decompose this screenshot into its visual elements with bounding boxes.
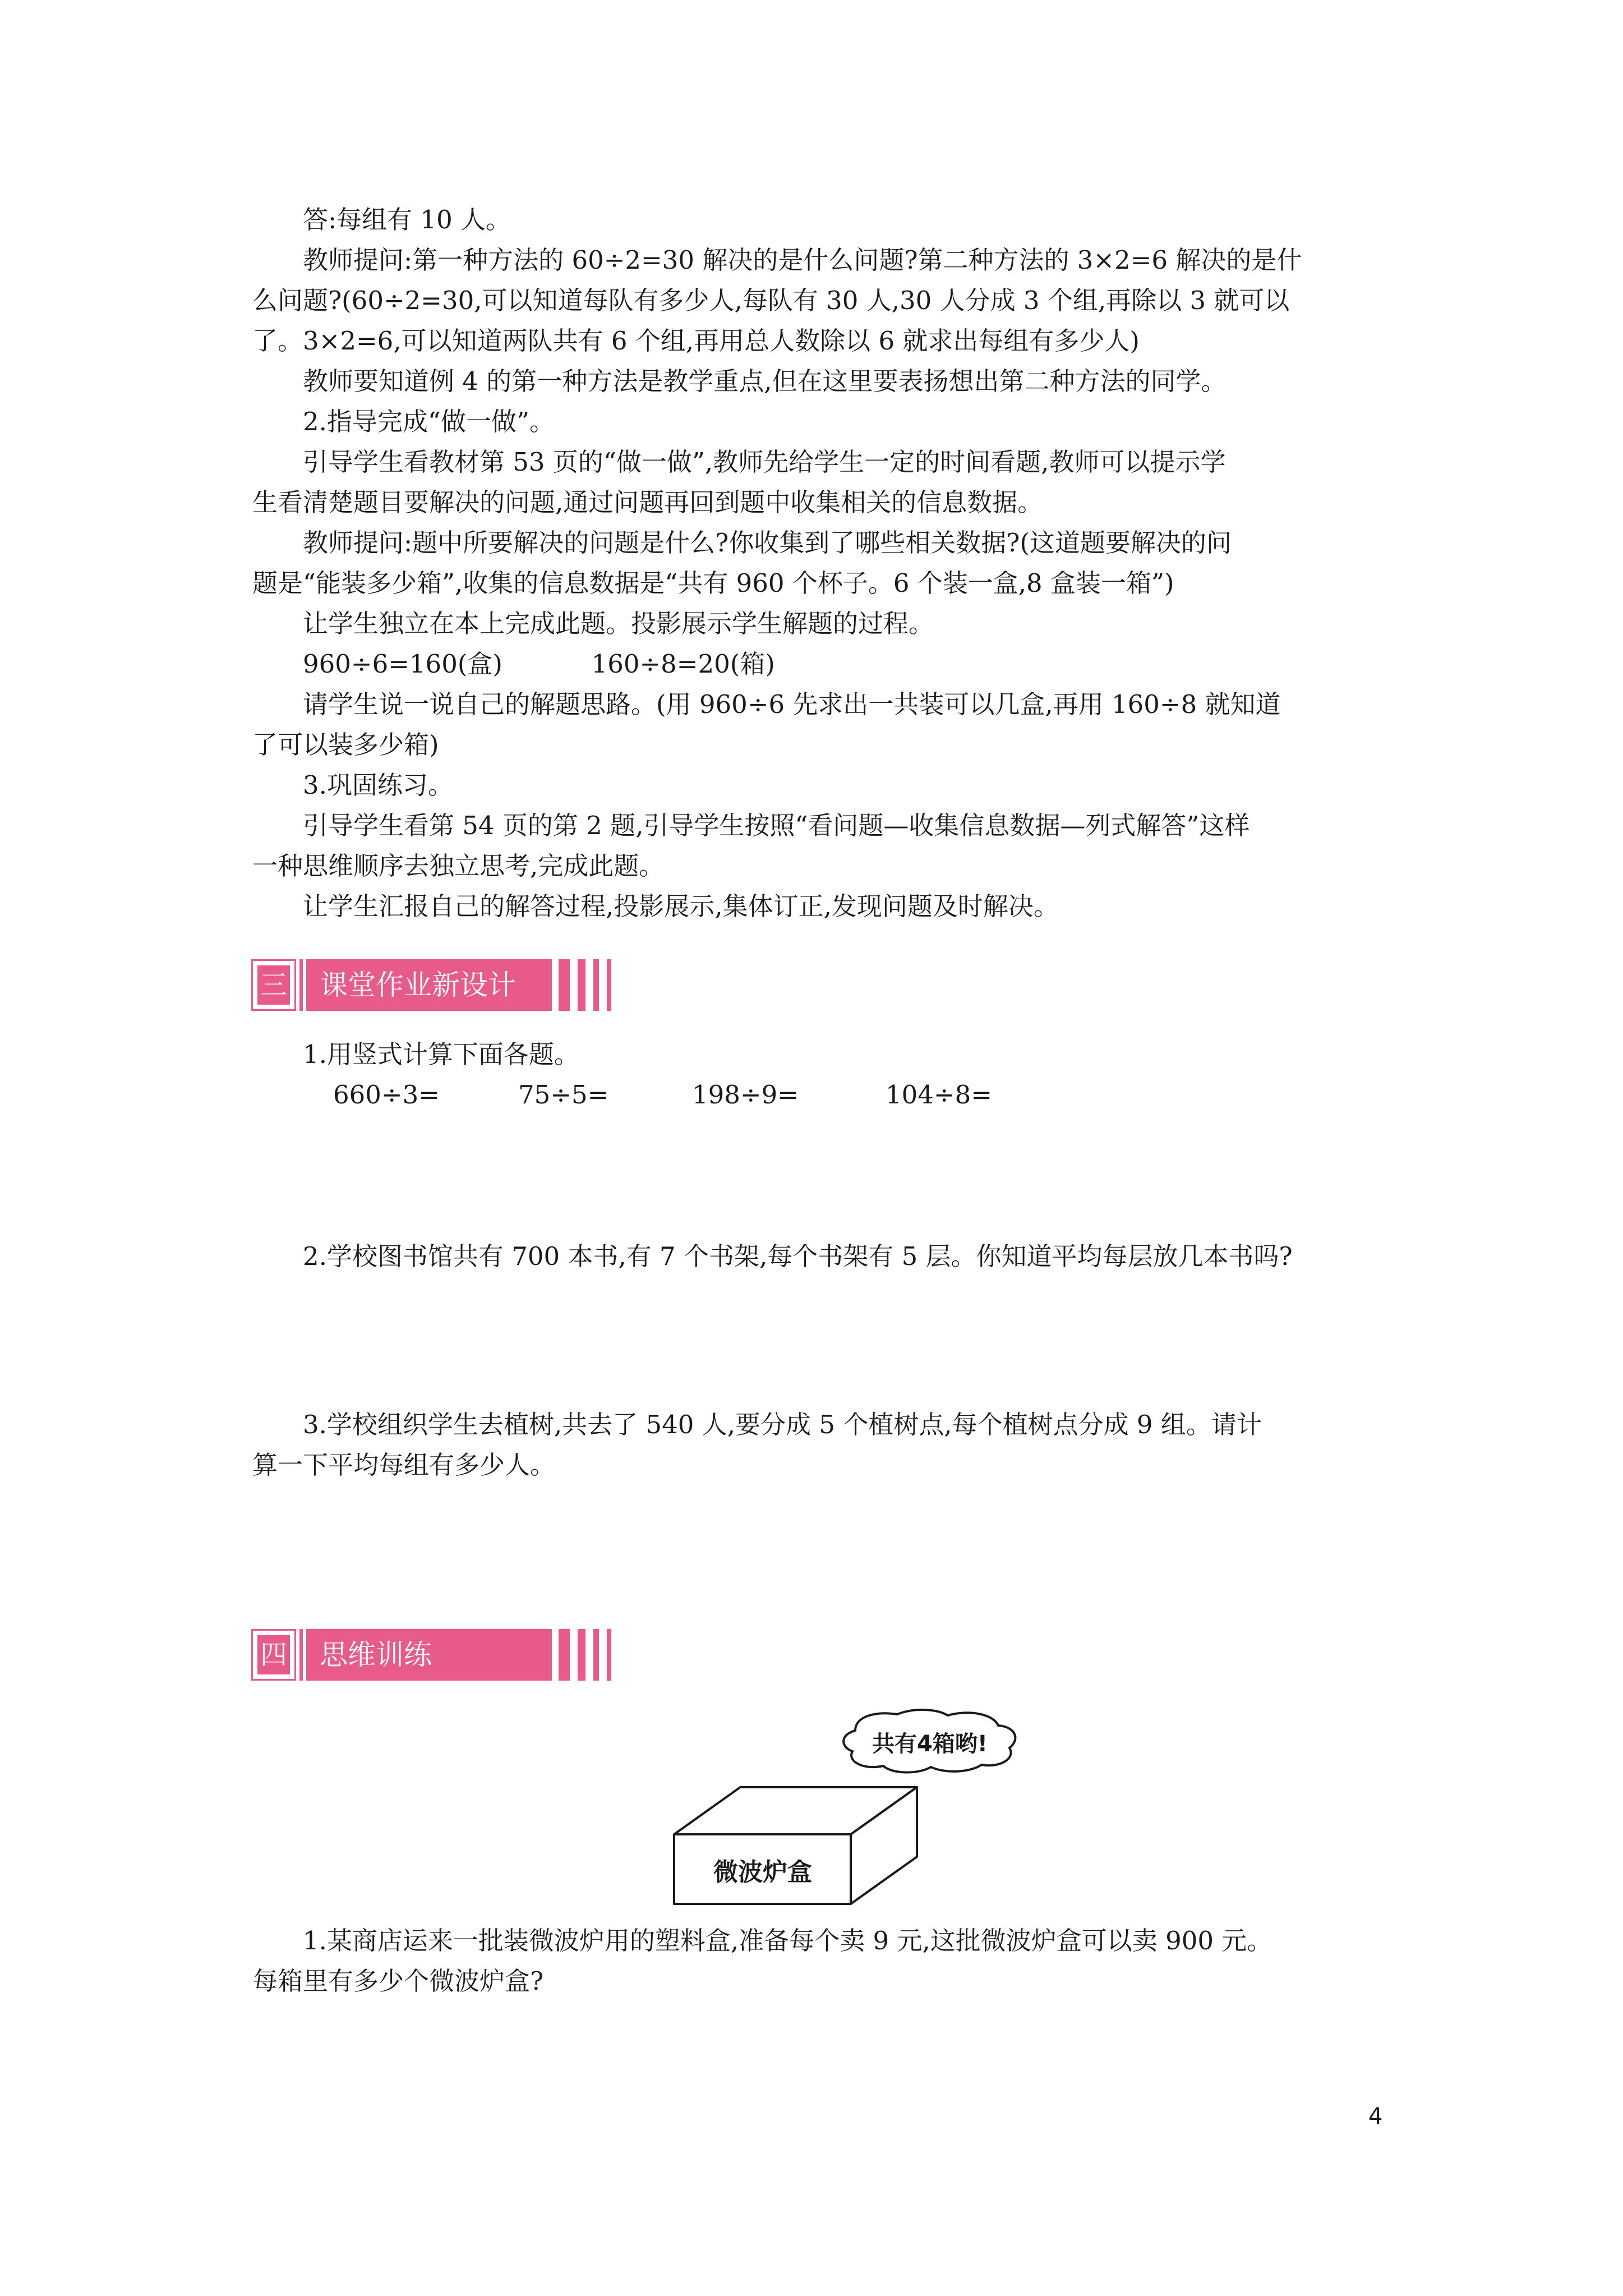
decorative-stripe — [607, 1629, 611, 1681]
answer-line: 答:每组有 10 人。 — [303, 205, 511, 234]
text-line: 教师提问:第一种方法的 60÷2=30 解决的是什么问题?第二种方法的 3×2=6 解决的是什 — [303, 245, 1302, 275]
section-title-bar — [303, 959, 552, 1011]
text-line: 教师提问:题中所要解决的问题是什么?你收集到了哪些相关数据?(这道题要解决的问 — [303, 528, 1232, 558]
question-3-cont: 算一下平均每组有多少人。 — [252, 1450, 556, 1480]
decorative-stripe — [593, 1629, 599, 1681]
calc-item: 660÷3= — [333, 1080, 440, 1110]
text-line: 题是“能装多少箱”,收集的信息数据是“共有 960 个杯子。6 个装一盒,8 盒装一箱”) — [252, 568, 1174, 598]
decorative-stripe — [578, 959, 585, 1011]
decorative-stripe — [578, 1629, 585, 1681]
decorative-stripe — [593, 959, 599, 1011]
bubble-text: 共有4箱哟! — [872, 1731, 988, 1757]
section-header-4 — [251, 1629, 621, 1681]
question-4-1: 1.某商店运来一批装微波炉用的塑料盒,准备每个卖 9 元,这批微波炉盒可以卖 900 元。 — [303, 1926, 1272, 1955]
question-2: 2.学校图书馆共有 700 本书,有 7 个书架,每个书架有 5 层。你知道平均每层放几本书吗? — [303, 1241, 1293, 1271]
question-3: 3.学校组织学生去植树,共去了 540 人,要分成 5 个植树点,每个植树点分成 9 组。请计 — [303, 1410, 1262, 1439]
text-line: 让学生汇报自己的解答过程,投影展示,集体订正,发现问题及时解决。 — [303, 891, 1059, 921]
box-label: 微波炉盒 — [713, 1858, 812, 1887]
text-line: 教师要知道例 4 的第一种方法是教学重点,但在这里要表扬想出第二种方法的同学。 — [303, 366, 1227, 396]
text-line: 生看清楚题目要解决的问题,通过问题再回到题中收集相关的信息数据。 — [252, 487, 1043, 517]
microwave-box-illustration — [662, 1705, 1066, 1907]
decorative-stripe — [559, 959, 570, 1011]
text-line: 请学生说一说自己的解题思路。(用 960÷6 先求出一共装可以几盒,再用 160÷8 就知道 — [303, 689, 1281, 719]
text-line: 一种思维顺序去独立思考,完成此题。 — [252, 851, 665, 881]
calc-expression: 960÷6=160(盒) — [303, 649, 502, 679]
section-number-box — [251, 959, 296, 1011]
section-title-bar — [303, 1629, 552, 1681]
calc-item: 104÷8= — [886, 1080, 992, 1110]
text-line: 引导学生看教材第 53 页的“做一做”,教师先给学生一定的时间看题,教师可以提示学 — [303, 447, 1226, 477]
decorative-stripe — [607, 959, 611, 1011]
section-header-3 — [251, 959, 621, 1011]
text-line: 么问题?(60÷2=30,可以知道每队有多少人,每队有 30 人,30 人分成 3 个组,再除以 3 就可以 — [252, 286, 1290, 315]
calc-item: 75÷5= — [518, 1080, 609, 1110]
question-1: 1.用竖式计算下面各题。 — [303, 1039, 579, 1069]
section-number: 三 — [257, 965, 290, 1005]
decorative-stripe — [559, 1629, 570, 1681]
section-title: 思维训练 — [320, 1639, 432, 1671]
step-heading: 2.指导完成“做一做”。 — [303, 407, 555, 436]
question-4-1-cont: 每箱里有多少个微波炉盒? — [252, 1966, 544, 1996]
speech-bubble — [843, 1710, 1015, 1773]
section-title: 课堂作业新设计 — [320, 969, 516, 1001]
text-line: 让学生独立在本上完成此题。投影展示学生解题的过程。 — [303, 609, 934, 638]
section-number: 四 — [257, 1635, 290, 1674]
calc-line — [303, 647, 775, 681]
step-heading: 3.巩固练习。 — [303, 770, 453, 800]
text-line: 了。3×2=6,可以知道两队共有 6 个组,再用总人数除以 6 就求出每组有多少人) — [252, 326, 1140, 356]
calc-row — [333, 1078, 992, 1112]
page-number: 4 — [1368, 2104, 1383, 2129]
section-number-box — [251, 1629, 296, 1681]
calc-expression: 160÷8=20(箱) — [591, 649, 775, 679]
calc-item: 198÷9= — [692, 1080, 799, 1110]
text-line: 引导学生看第 54 页的第 2 题,引导学生按照“看问题—收集信息数据—列式解答”这样 — [303, 811, 1250, 840]
text-line: 了可以装多少箱) — [252, 730, 439, 760]
